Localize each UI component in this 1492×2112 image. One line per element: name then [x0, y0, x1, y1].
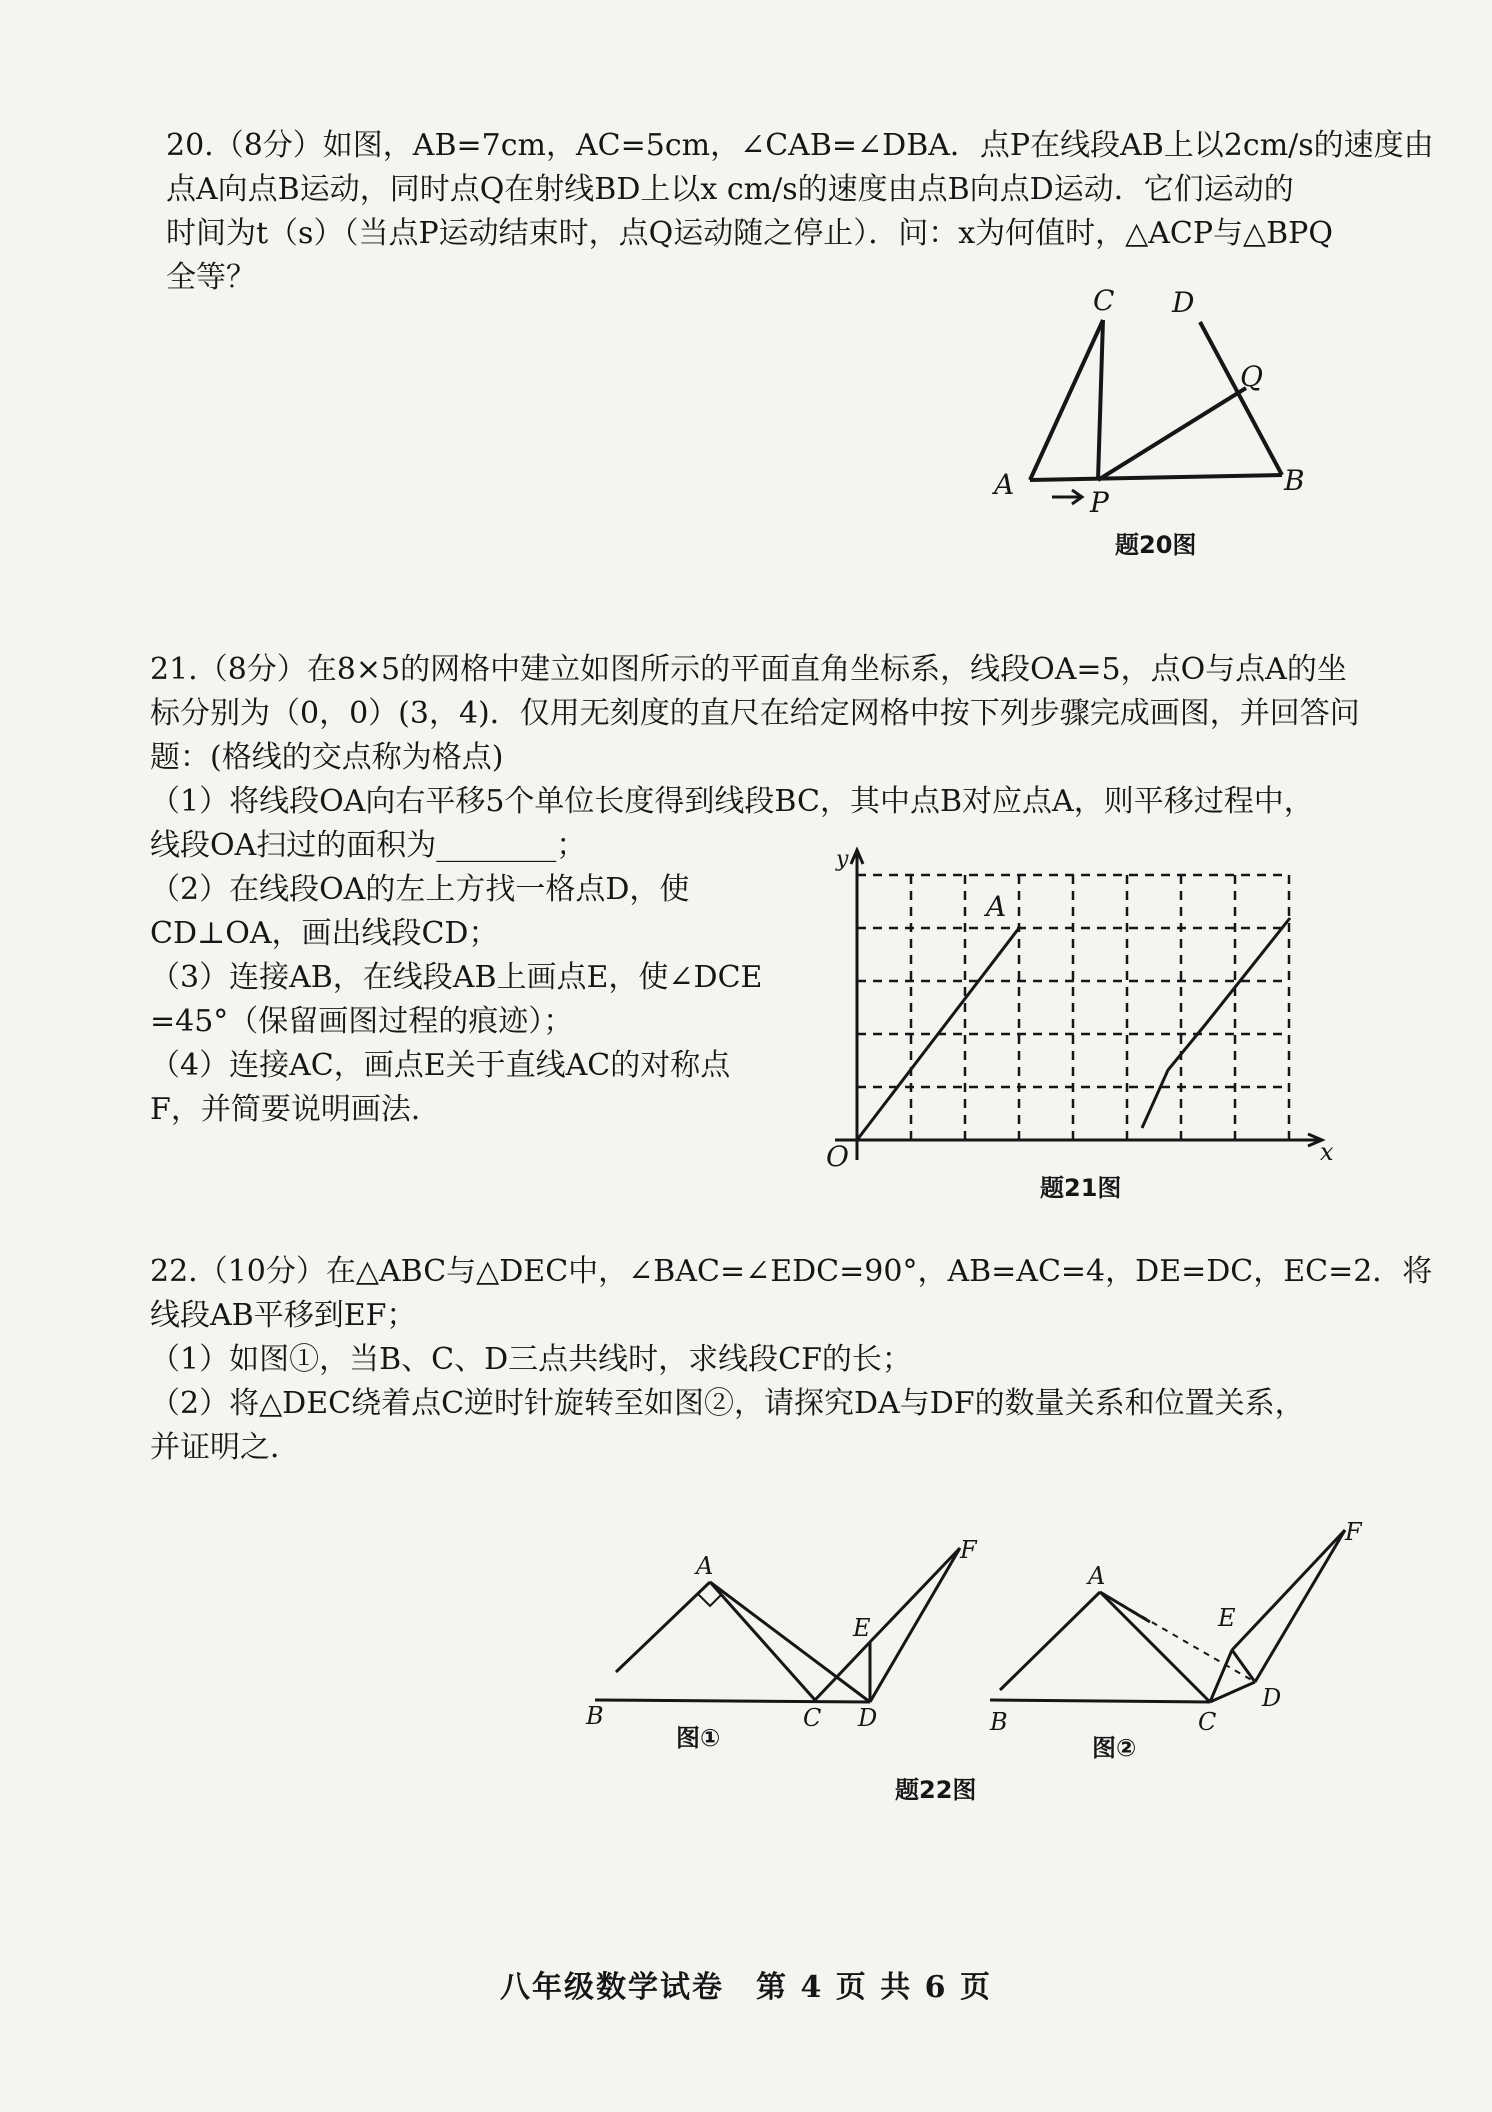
fig2-label-e: E — [1218, 1604, 1236, 1632]
q22-line-3: （1）如图①，当B、C、D三点共线时，求线段CF的长； — [150, 1342, 912, 1377]
q21-figure-caption: 题21图 — [1040, 1174, 1122, 1202]
q22-line-1: 22.（10分）在△ABC与△DEC中，∠BAC=∠EDC=90°，AB=AC=4，DE=DC，EC=2．将 — [150, 1254, 1433, 1289]
q21-step-3: （3）连接AB，在线段AB上画点E，使∠DCE — [150, 960, 763, 995]
q22-line-5: 并证明之． — [150, 1430, 300, 1465]
q20-label-b: B — [1284, 464, 1305, 497]
q22-line-2: 线段AB平移到EF； — [150, 1298, 417, 1333]
fig2-label-d: D — [1262, 1684, 1282, 1712]
fig1-label-b: B — [586, 1702, 604, 1730]
fig1-label-a: A — [696, 1552, 714, 1580]
q20-line-1: 20.（8分）如图，AB=7cm，AC=5cm，∠CAB=∠DBA．点P在线段AB上以2cm/s的速度由 — [166, 128, 1434, 163]
q21-line-1: 21.（8分）在8×5的网格中建立如图所示的平面直角坐标系，线段OA=5，点O与点A的坐 — [150, 652, 1347, 687]
q22-figure-2 — [990, 1530, 1345, 1702]
q21-line-5: 线段OA扫过的面积为________； — [150, 828, 587, 863]
q21-line-4: （1）将线段OA向右平移5个单位长度得到线段BC，其中点B对应点A，则平移过程中， — [150, 784, 1314, 819]
q21-label-x: x — [1320, 1138, 1334, 1166]
q20-label-a: A — [994, 468, 1015, 501]
q22-line-4: （2）将△DEC绕着点C逆时针旋转至如图②，请探究DA与DF的数量关系和位置关系， — [150, 1386, 1305, 1421]
fig1-label-f: F — [960, 1536, 977, 1564]
q21-step-4: （4）连接AC，画点E关于直线AC的对称点 — [150, 1048, 731, 1083]
q21-line-2: 标分别为（0，0）(3，4)．仅用无刻度的直尺在给定网格中按下列步骤完成画图，并回答问 — [150, 696, 1360, 731]
q21-label-y: y — [836, 847, 849, 872]
fig2-label-c: C — [1198, 1708, 1217, 1736]
q22-figure1-caption: 图① — [676, 1724, 721, 1752]
q21-step-4-cont: F，并简要说明画法． — [150, 1092, 441, 1127]
fig1-label-e: E — [853, 1614, 871, 1642]
q20-line-3: 时间为t（s）（当点P运动结束时，点Q运动随之停止）．问：x为何值时，△ACP与△BPQ — [166, 216, 1333, 251]
q21-label-o: O — [826, 1140, 849, 1173]
q21-step-2-cont: CD⊥OA，画出线段CD； — [150, 916, 499, 951]
q20-label-p: P — [1090, 486, 1109, 519]
q20-label-c: C — [1093, 284, 1115, 317]
q22-figure-caption: 题22图 — [895, 1776, 977, 1804]
page-footer: 八年级数学试卷 第 4 页 共 6 页 — [500, 1970, 992, 2005]
q21-line-3: 题：(格线的交点称为格点) — [150, 740, 504, 775]
q20-line-4: 全等？ — [166, 260, 256, 295]
fig1-label-d: D — [858, 1704, 878, 1732]
q21-label-a: A — [986, 890, 1007, 923]
q22-figure-1 — [595, 1548, 960, 1702]
q20-line-2: 点A向点B运动，同时点Q在射线BD上以x cm/s的速度由点B向点D运动．它们运动的 — [166, 172, 1294, 207]
q20-label-q: Q — [1240, 360, 1263, 393]
q20-figure-caption: 题20图 — [1115, 531, 1197, 559]
fig2-label-b: B — [990, 1708, 1008, 1736]
fig2-label-f: F — [1345, 1518, 1362, 1546]
q22-figure2-caption: 图② — [1092, 1734, 1137, 1762]
q21-step-2: （2）在线段OA的左上方找一格点D，使 — [150, 872, 690, 907]
fig1-label-c: C — [803, 1704, 822, 1732]
fig2-label-a: A — [1088, 1562, 1106, 1590]
q20-label-d: D — [1172, 286, 1195, 319]
q21-step-3-cont: =45°（保留画图过程的痕迹）； — [150, 1004, 574, 1039]
